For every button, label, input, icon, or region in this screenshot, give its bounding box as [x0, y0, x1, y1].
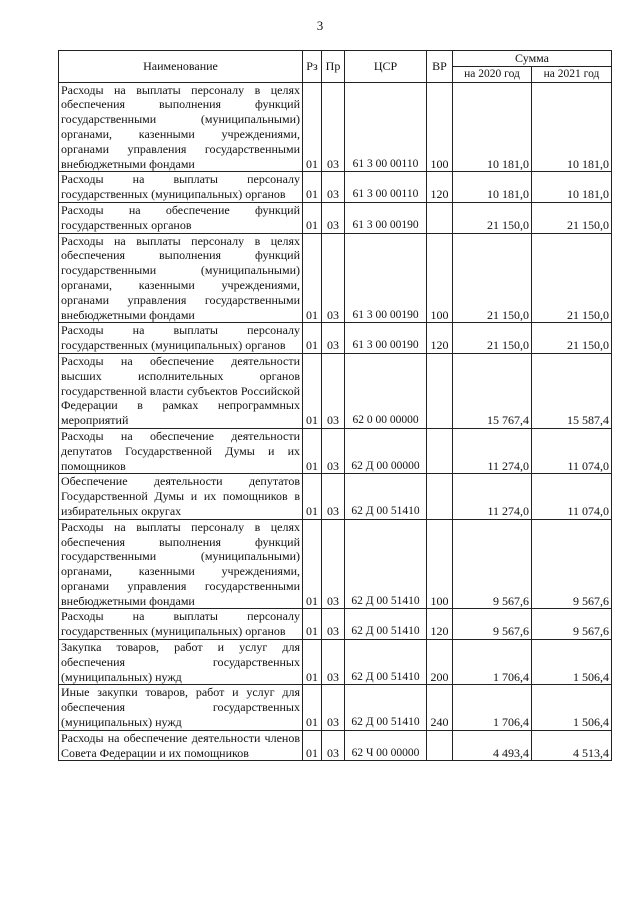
row-vr: [427, 353, 453, 428]
header-vr: ВР: [427, 51, 453, 83]
row-sum-2021: 11 074,0: [532, 474, 612, 519]
row-name: Расходы на выплаты персоналу государственных (муниципальных) органов: [59, 609, 303, 640]
row-rz: 01: [303, 172, 322, 203]
row-sum-2021: 1 506,4: [532, 640, 612, 685]
row-sum-2021: 4 513,4: [532, 730, 612, 761]
row-pr: 03: [322, 323, 345, 354]
header-sum: Сумма: [453, 51, 612, 67]
row-sum-2020: 1 706,4: [453, 685, 532, 730]
table-row: [59, 428, 612, 473]
row-rz: 01: [303, 640, 322, 685]
header-csr: ЦСР: [345, 51, 427, 83]
row-csr: 61 3 00 00190: [345, 323, 427, 354]
budget-table: [58, 50, 612, 761]
row-name: Расходы на выплаты персоналу государственных (муниципальных) органов: [59, 172, 303, 203]
table-row: [59, 519, 612, 609]
row-vr: [427, 428, 453, 473]
header-year-2020: на 2020 год: [453, 66, 532, 82]
row-csr: 61 3 00 00190: [345, 233, 427, 323]
row-csr: 62 Д 00 51410: [345, 474, 427, 519]
row-name: Расходы на выплаты персоналу государственных (муниципальных) органов: [59, 323, 303, 354]
row-pr: 03: [322, 640, 345, 685]
table-row: [59, 202, 612, 233]
row-pr: 03: [322, 428, 345, 473]
row-rz: 01: [303, 519, 322, 609]
row-sum-2021: 9 567,6: [532, 609, 612, 640]
row-sum-2020: 15 767,4: [453, 353, 532, 428]
row-rz: 01: [303, 428, 322, 473]
row-vr: 100: [427, 82, 453, 172]
row-rz: 01: [303, 353, 322, 428]
row-sum-2021: 21 150,0: [532, 323, 612, 354]
table-row: [59, 82, 612, 172]
row-sum-2021: 10 181,0: [532, 82, 612, 172]
row-sum-2021: 11 074,0: [532, 428, 612, 473]
row-sum-2021: 21 150,0: [532, 202, 612, 233]
header-rz: Рз: [303, 51, 322, 83]
row-sum-2020: 10 181,0: [453, 172, 532, 203]
row-rz: 01: [303, 474, 322, 519]
table-row: [59, 640, 612, 685]
row-rz: 01: [303, 685, 322, 730]
row-vr: [427, 474, 453, 519]
row-csr: 62 Ч 00 00000: [345, 730, 427, 761]
row-sum-2020: 11 274,0: [453, 428, 532, 473]
header-name: Наименование: [59, 51, 303, 83]
row-rz: 01: [303, 609, 322, 640]
row-sum-2020: 21 150,0: [453, 323, 532, 354]
row-rz: 01: [303, 202, 322, 233]
row-sum-2021: 10 181,0: [532, 172, 612, 203]
table-row: [59, 685, 612, 730]
table-header: [59, 51, 612, 83]
row-vr: 120: [427, 172, 453, 203]
row-name: Закупка товаров, работ и услуг для обеспечения государственных (муниципальных) нужд: [59, 640, 303, 685]
row-csr: 62 Д 00 51410: [345, 609, 427, 640]
row-sum-2020: 9 567,6: [453, 609, 532, 640]
row-vr: [427, 730, 453, 761]
row-csr: 62 Д 00 51410: [345, 640, 427, 685]
row-pr: 03: [322, 730, 345, 761]
row-vr: 100: [427, 519, 453, 609]
row-pr: 03: [322, 233, 345, 323]
table-row: [59, 233, 612, 323]
row-sum-2021: 21 150,0: [532, 233, 612, 323]
row-pr: 03: [322, 609, 345, 640]
row-sum-2020: 10 181,0: [453, 82, 532, 172]
row-vr: [427, 202, 453, 233]
row-vr: 240: [427, 685, 453, 730]
row-name: Расходы на обеспечение деятельности депутатов Государственной Думы и их помощников: [59, 428, 303, 473]
table-row: [59, 730, 612, 761]
row-pr: 03: [322, 685, 345, 730]
row-sum-2020: 21 150,0: [453, 202, 532, 233]
row-sum-2021: 9 567,6: [532, 519, 612, 609]
table-row: [59, 353, 612, 428]
row-vr: 200: [427, 640, 453, 685]
row-pr: 03: [322, 202, 345, 233]
row-sum-2020: 9 567,6: [453, 519, 532, 609]
header-year-2021: на 2021 год: [532, 66, 612, 82]
header-pr: Пр: [322, 51, 345, 83]
row-vr: 100: [427, 233, 453, 323]
row-name: Расходы на обеспечение деятельности высших исполнительных органов государственной власти субъектов Российской Федерации в рамках непрограммных мероприятий: [59, 353, 303, 428]
table-row: [59, 172, 612, 203]
row-rz: 01: [303, 233, 322, 323]
row-sum-2020: 4 493,4: [453, 730, 532, 761]
row-name: Обеспечение деятельности депутатов Государственной Думы и их помощников в избирательных округах: [59, 474, 303, 519]
row-pr: 03: [322, 82, 345, 172]
row-rz: 01: [303, 730, 322, 761]
row-sum-2020: 11 274,0: [453, 474, 532, 519]
row-rz: 01: [303, 323, 322, 354]
row-name: Расходы на обеспечение функций государственных органов: [59, 202, 303, 233]
table-body: [59, 82, 612, 761]
row-pr: 03: [322, 519, 345, 609]
table-row: [59, 323, 612, 354]
row-csr: 61 3 00 00110: [345, 82, 427, 172]
row-csr: 62 0 00 00000: [345, 353, 427, 428]
row-sum-2020: 1 706,4: [453, 640, 532, 685]
row-sum-2021: 1 506,4: [532, 685, 612, 730]
row-pr: 03: [322, 172, 345, 203]
row-pr: 03: [322, 353, 345, 428]
row-name: Расходы на выплаты персоналу в целях обеспечения выполнения функций государственными (муниципальными) органами, казенными учреждениями, органами управления государственными внебюджетными фондами: [59, 233, 303, 323]
table-row: [59, 609, 612, 640]
row-csr: 62 Д 00 51410: [345, 685, 427, 730]
row-rz: 01: [303, 82, 322, 172]
row-csr: 62 Д 00 00000: [345, 428, 427, 473]
row-name: Иные закупки товаров, работ и услуг для обеспечения государственных (муниципальных) нужд: [59, 685, 303, 730]
page-number: 3: [316, 18, 324, 33]
row-name: Расходы на выплаты персоналу в целях обеспечения выполнения функций государственными (муниципальными) органами, казенными учреждениями, органами управления государственными внебюджетными фондами: [59, 82, 303, 172]
row-pr: 03: [322, 474, 345, 519]
row-csr: 62 Д 00 51410: [345, 519, 427, 609]
row-name: Расходы на обеспечение деятельности членов Совета Федерации и их помощников: [59, 730, 303, 761]
row-csr: 61 3 00 00190: [345, 202, 427, 233]
row-vr: 120: [427, 609, 453, 640]
row-sum-2021: 15 587,4: [532, 353, 612, 428]
row-sum-2020: 21 150,0: [453, 233, 532, 323]
row-name: Расходы на выплаты персоналу в целях обеспечения выполнения функций государственными (муниципальными) органами, казенными учреждениями, органами управления государственными внебюджетными фондами: [59, 519, 303, 609]
row-vr: 120: [427, 323, 453, 354]
row-csr: 61 3 00 00110: [345, 172, 427, 203]
table-row: [59, 474, 612, 519]
